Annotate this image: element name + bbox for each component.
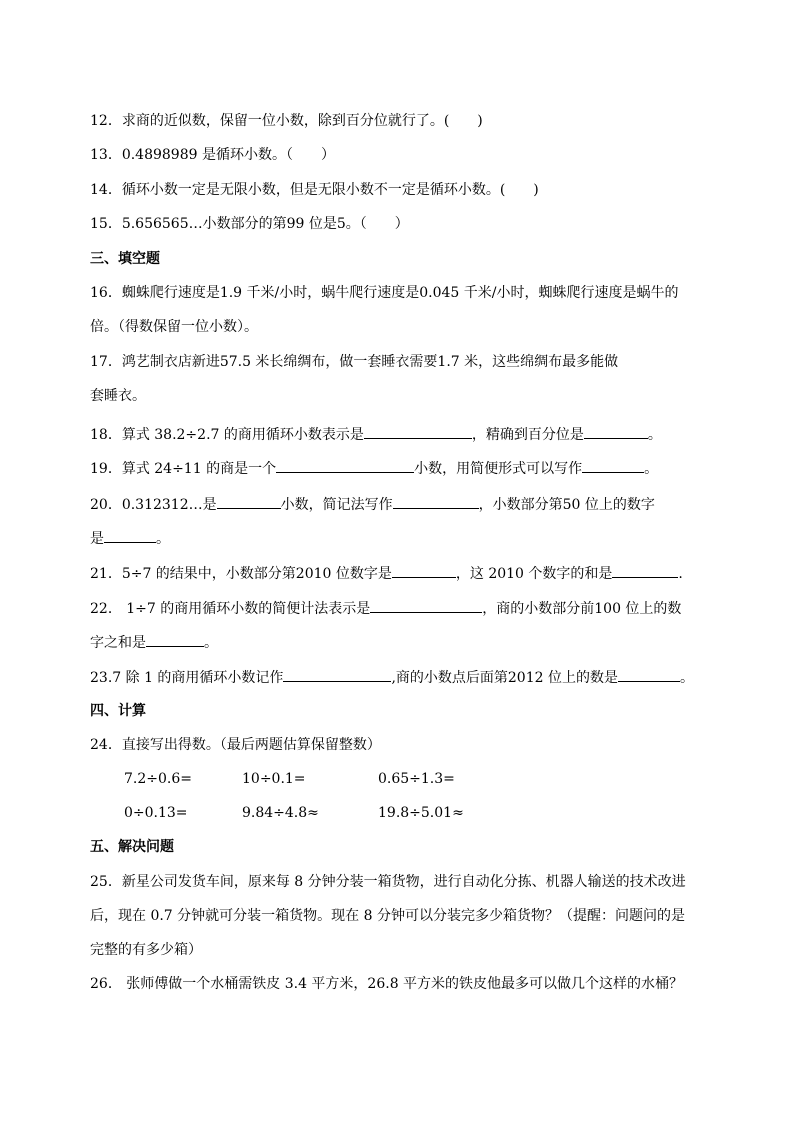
question-20-text-b: 小数，简记法写作 [280, 497, 393, 513]
question-13: 13．0.4898989 是循环小数。（ ） [90, 147, 335, 163]
answer-blank[interactable] [146, 632, 204, 647]
answer-blank[interactable] [582, 458, 644, 473]
answer-blank[interactable] [393, 494, 479, 509]
answer-blank[interactable] [364, 424, 472, 439]
question-26: 26． 张师傅做一个水桶需铁皮 3.4 平方米，26.8 平方米的铁皮他最多可以做几个这样的水桶？ [90, 976, 684, 992]
question-19-text-c: 。 [644, 461, 659, 477]
question-19 [90, 458, 710, 478]
question-24: 24．直接写出得数。（最后两题估算保留整数） [90, 737, 381, 753]
question-14: 14．循环小数一定是无限小数，但是无限小数不一定是循环小数。( ) [90, 182, 539, 198]
section-heading-fill-in: 三、填空题 [90, 251, 160, 267]
question-20-line1 [90, 494, 710, 514]
question-20-text-d: 是 [90, 531, 104, 547]
question-12: 12．求商的近似数，保留一位小数，除到百分位就行了。( ) [90, 113, 483, 129]
question-20-text-c: ，小数部分第50 位上的数字 [478, 497, 655, 513]
question-20-text-e: 。 [156, 531, 170, 547]
question-18 [90, 424, 710, 444]
question-23 [90, 667, 710, 687]
question-22-text-b: ，商的小数部分前100 位上的数 [482, 601, 682, 617]
question-21-text-c: . [678, 566, 683, 582]
question-21-text-b: ，这 2010 个数字的和是 [455, 566, 613, 582]
section-heading-calculation: 四、计算 [90, 703, 146, 719]
question-21 [90, 563, 710, 583]
calc-expression: 19.8÷5.01≈ [378, 805, 464, 821]
question-23-text-b: ,商的小数点后面第2012 位上的数是 [391, 670, 618, 686]
question-22-line1 [90, 598, 710, 618]
answer-blank[interactable] [370, 598, 482, 613]
question-21-text-a: 21．5÷7 的结果中，小数部分第2010 位数字是 [90, 566, 392, 582]
question-17-line1: 17．鸿艺制衣店新进57.5 米长绵绸布，做一套睡衣需要1.7 米，这些绵绸布最多能做 [90, 354, 619, 370]
answer-blank[interactable] [283, 667, 391, 682]
question-16-text: 倍。（得数保留一位小数）。 [90, 319, 258, 335]
question-20-line2 [90, 528, 710, 548]
question-15: 15．5.656565…小数部分的第99 位是5。（ ） [90, 216, 409, 232]
question-22-line2 [90, 632, 710, 652]
question-18-text-b: ，精确到百分位是 [471, 427, 584, 443]
question-18-text-c: 。 [647, 427, 662, 443]
answer-blank[interactable] [276, 458, 414, 473]
answer-blank[interactable] [392, 563, 456, 578]
question-23-text-c: 。 [679, 670, 694, 686]
question-16-line2 [90, 318, 710, 336]
section-heading-problem-solving: 五、解决问题 [90, 839, 174, 855]
question-25-line2: 后，现在 0.7 分钟就可分装一箱货物。现在 8 分钟可以分装完多少箱货物？（提醒：问题问的是 [90, 908, 685, 924]
question-25-line1: 25．新星公司发货车间，原来每 8 分钟分装一箱货物，进行自动化分拣、机器人输送的技术改进 [90, 874, 686, 890]
answer-blank[interactable] [217, 494, 281, 509]
calc-expression: 7.2÷0.6= [124, 771, 192, 787]
answer-blank[interactable] [618, 667, 680, 682]
calc-expression: 0÷0.13= [124, 805, 188, 821]
question-22-text-a: 22． 1÷7 的商用循环小数的简便计法表示是 [90, 601, 371, 617]
calc-expression: 10÷0.1= [242, 771, 306, 787]
question-19-text-b: 小数，用简便形式可以写作 [414, 461, 583, 477]
answer-blank[interactable] [584, 424, 648, 439]
question-18-text-a: 18．算式 38.2÷2.7 的商用循环小数表示是 [90, 427, 364, 443]
calc-expression: 0.65÷1.3= [378, 771, 455, 787]
question-17-line2: 套睡衣。 [90, 388, 146, 404]
question-22-text-d: 。 [204, 635, 218, 651]
calc-expression: 9.84÷4.8≈ [242, 805, 319, 821]
question-22-text-c: 字之和是 [90, 635, 146, 651]
answer-blank[interactable] [104, 528, 156, 543]
question-16-line1: 16．蜘蛛爬行速度是1.9 千米/小时，蜗牛爬行速度是0.045 千米/小时，蜘蛛爬行速度是蜗牛的 [90, 285, 679, 301]
question-23-text-a: 23.7 除 1 的商用循环小数记作 [90, 670, 284, 686]
question-19-text-a: 19．算式 24÷11 的商是一个 [90, 461, 277, 477]
question-25-line3: 完整的有多少箱） [90, 942, 202, 958]
answer-blank[interactable] [612, 563, 678, 578]
question-20-text-a: 20．0.312312…是 [90, 497, 217, 513]
